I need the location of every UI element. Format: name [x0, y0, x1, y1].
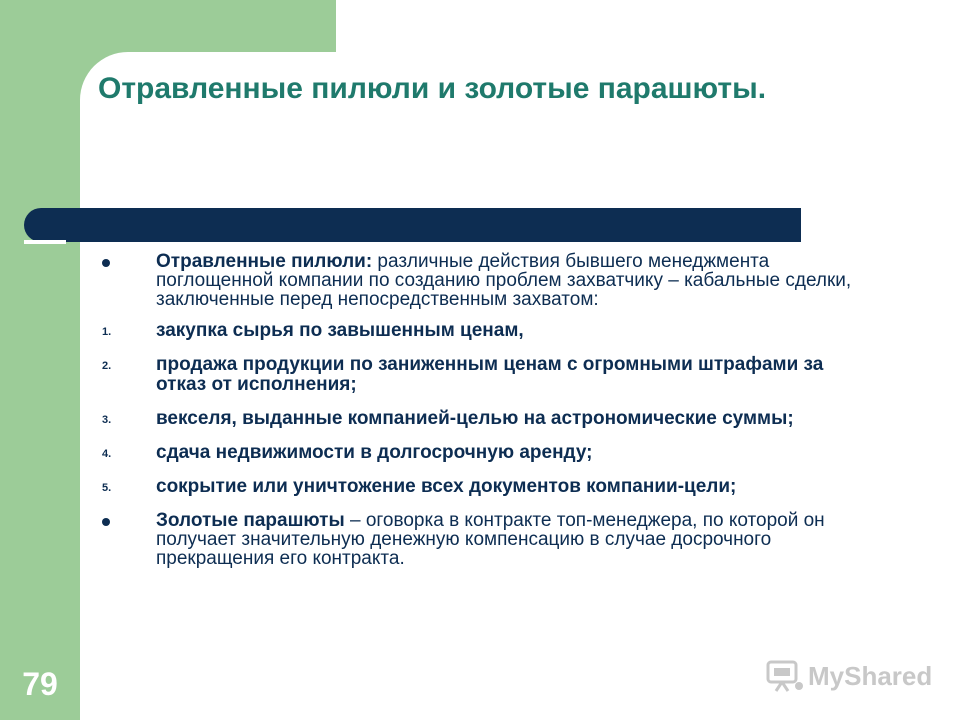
list-number: 5. — [102, 482, 112, 494]
bullet-golden-parachutes — [0, 511, 860, 568]
list-number: 1. — [102, 326, 112, 338]
myshared-logo — [766, 656, 932, 696]
list-item-text: сокрытие или уничтожение всех документов компании-цели; — [156, 476, 737, 497]
list-item-text: сдача недвижимости в долгосрочную аренду; — [156, 442, 593, 463]
page-number: 79 — [22, 666, 58, 702]
definition-golden-parachutes: – оговорка в контракте топ-менеджера, по которой он получает значительную денежную компенсацию в случае досрочного прекращения его контракта. — [156, 510, 825, 569]
bullet-dot — [102, 518, 110, 526]
list-item-text: векселя, выданные компанией-целью на астрономические суммы; — [156, 408, 794, 429]
list-item — [0, 443, 860, 463]
list-number: 4. — [102, 448, 112, 460]
list-item — [0, 477, 860, 497]
divider-bar-notch — [24, 240, 66, 244]
list-number: 2. — [102, 360, 112, 372]
term-golden-parachutes: Золотые парашюты — [156, 510, 345, 531]
presentation-board-icon — [766, 659, 804, 693]
bullet-dot — [102, 259, 110, 267]
list-number: 3. — [102, 414, 112, 426]
term-poison-pills: Отравленные пилюли: — [156, 251, 373, 272]
list-item-text: закупка сырья по завышенным ценам, — [156, 320, 524, 341]
definition-poison-pills: различные действия бывшего менеджмента поглощенной компании по созданию проблем захватчику – кабальные сделки, заключенные перед непосредственным захватом: — [156, 251, 852, 310]
slide-title: Отравленные пилюли и золотые парашюты. — [98, 72, 767, 105]
title-divider-bar — [24, 208, 801, 242]
list-item — [0, 321, 860, 341]
logo-text: MyShared — [808, 660, 933, 691]
list-item — [0, 409, 860, 429]
list-item — [0, 355, 860, 395]
slide-body — [0, 252, 860, 568]
list-item-text: продажа продукции по заниженным ценам с огромными штрафами за отказ от исполнения; — [156, 354, 824, 395]
bullet-poison-pills — [0, 252, 860, 309]
